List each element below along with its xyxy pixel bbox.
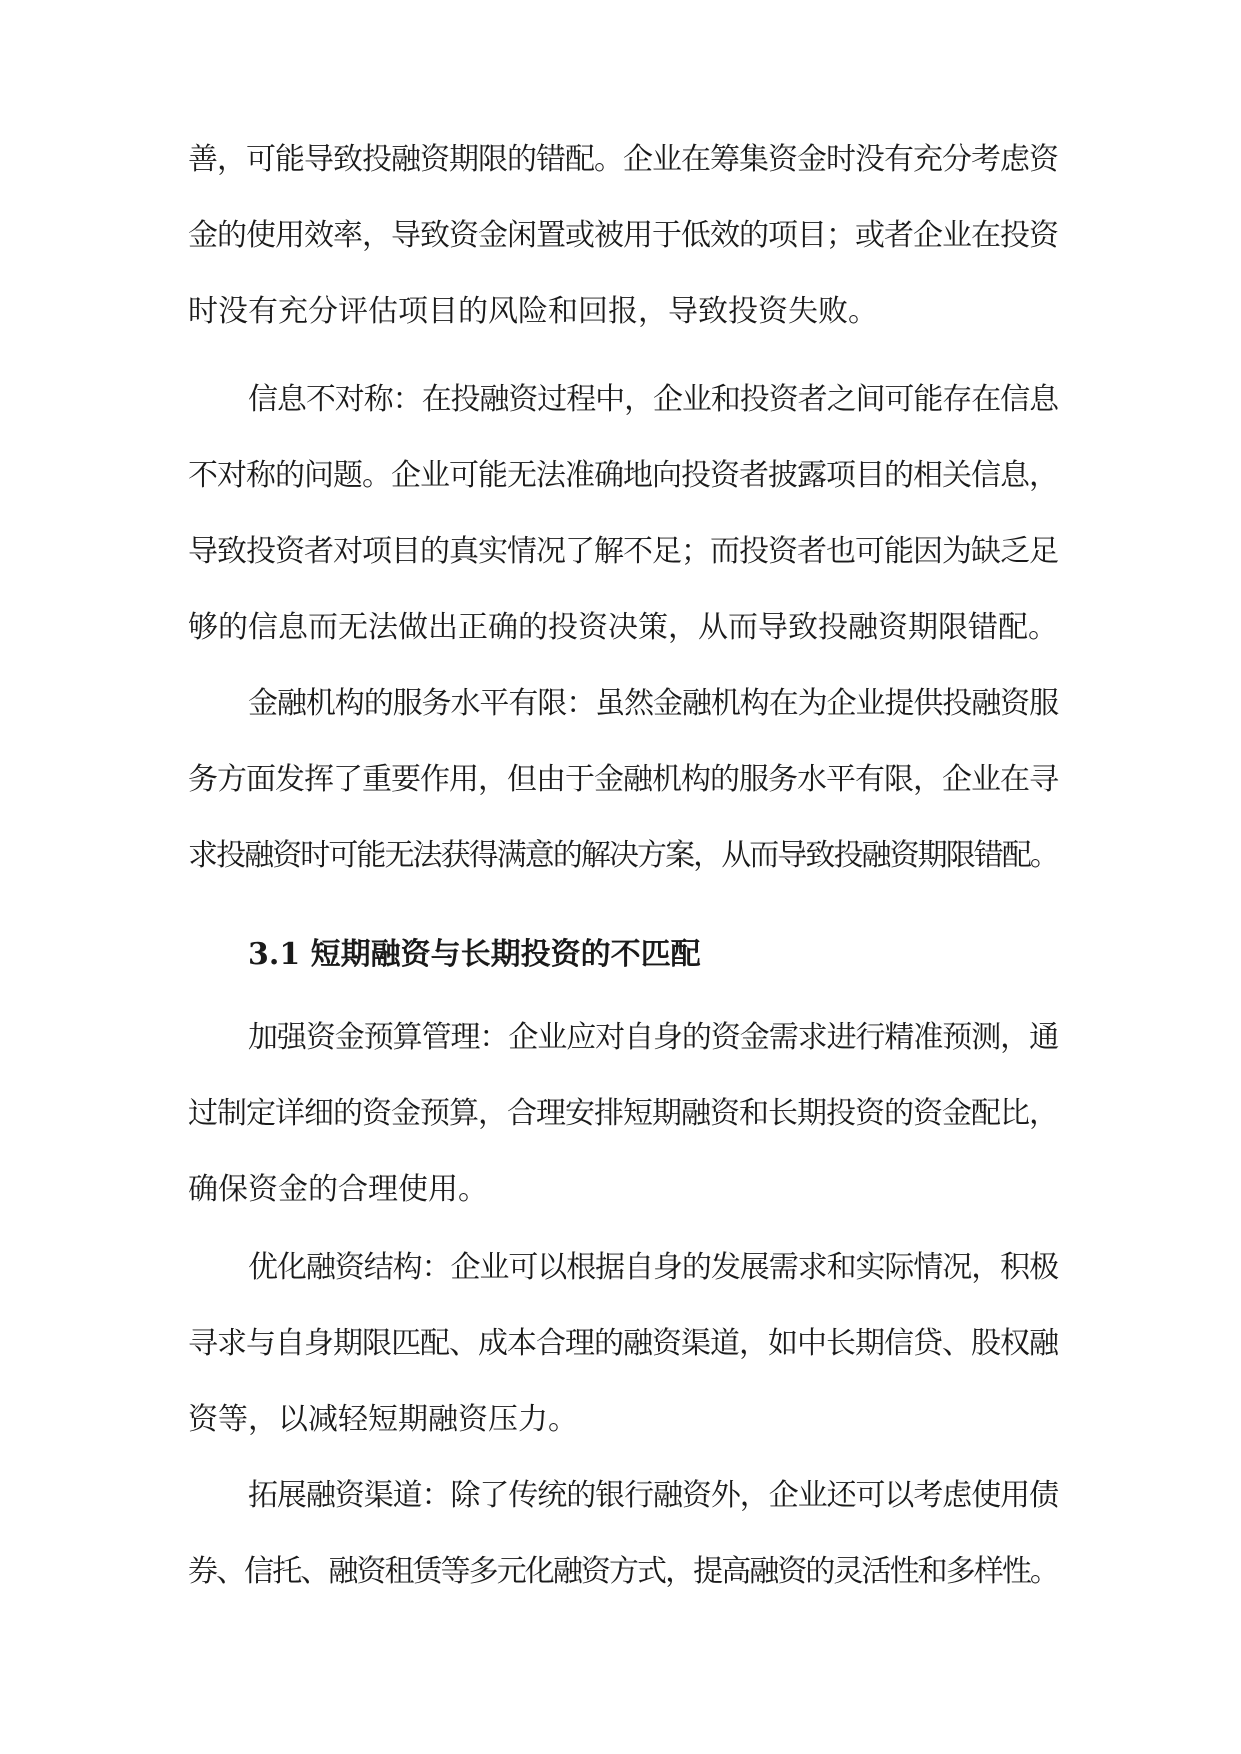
text-line: 导致投资者对项目的真实情况了解不足；而投资者也可能因为缺乏足 <box>188 534 1058 569</box>
text-line: 善，可能导致投融资期限的错配。企业在筹集资金时没有充分考虑资 <box>188 142 1058 177</box>
text-line: 优化融资结构：企业可以根据自身的发展需求和实际情况，积极 <box>248 1250 1058 1285</box>
paragraph-6 <box>188 1458 1058 1610</box>
text-line: 务方面发挥了重要作用，但由于金融机构的服务水平有限，企业在寻 <box>188 762 1058 797</box>
text-line: 拓展融资渠道：除了传统的银行融资外，企业还可以考虑使用债 <box>248 1478 1058 1513</box>
text-line: 时没有充分评估项目的风险和回报，导致投资失败。 <box>188 294 878 329</box>
text-line: 确保资金的合理使用。 <box>188 1172 488 1207</box>
text-line: 加强资金预算管理：企业应对自身的资金需求进行精准预测，通 <box>248 1020 1058 1055</box>
text-line: 金融机构的服务水平有限：虽然金融机构在为企业提供投融资服 <box>248 686 1058 721</box>
text-line: 过制定详细的资金预算，合理安排短期融资和长期投资的资金配比， <box>188 1096 1058 1131</box>
text-line: 寻求与自身期限匹配、成本合理的融资渠道，如中长期信贷、股权融 <box>188 1326 1058 1361</box>
section-heading: 3.1 短期融资与长期投资的不匹配 <box>248 937 701 972</box>
paragraph-3 <box>188 666 1058 894</box>
text-line: 求投融资时可能无法获得满意的解决方案，从而导致投融资期限错配。 <box>188 838 1058 873</box>
paragraph-5 <box>188 1230 1058 1458</box>
text-line: 不对称的问题。企业可能无法准确地向投资者披露项目的相关信息， <box>188 458 1058 493</box>
text-line: 资等，以减轻短期融资压力。 <box>188 1402 578 1437</box>
paragraph-4 <box>188 1000 1058 1228</box>
text-line: 金的使用效率，导致资金闲置或被用于低效的项目；或者企业在投资 <box>188 218 1058 253</box>
text-line: 券、信托、融资租赁等多元化融资方式，提高融资的灵活性和多样性。 <box>188 1554 1058 1589</box>
text-line: 信息不对称：在投融资过程中，企业和投资者之间可能存在信息 <box>248 382 1058 417</box>
text-line: 够的信息而无法做出正确的投资决策，从而导致投融资期限错配。 <box>188 610 1058 645</box>
paragraph-1 <box>188 122 1058 350</box>
paragraph-2 <box>188 362 1058 666</box>
